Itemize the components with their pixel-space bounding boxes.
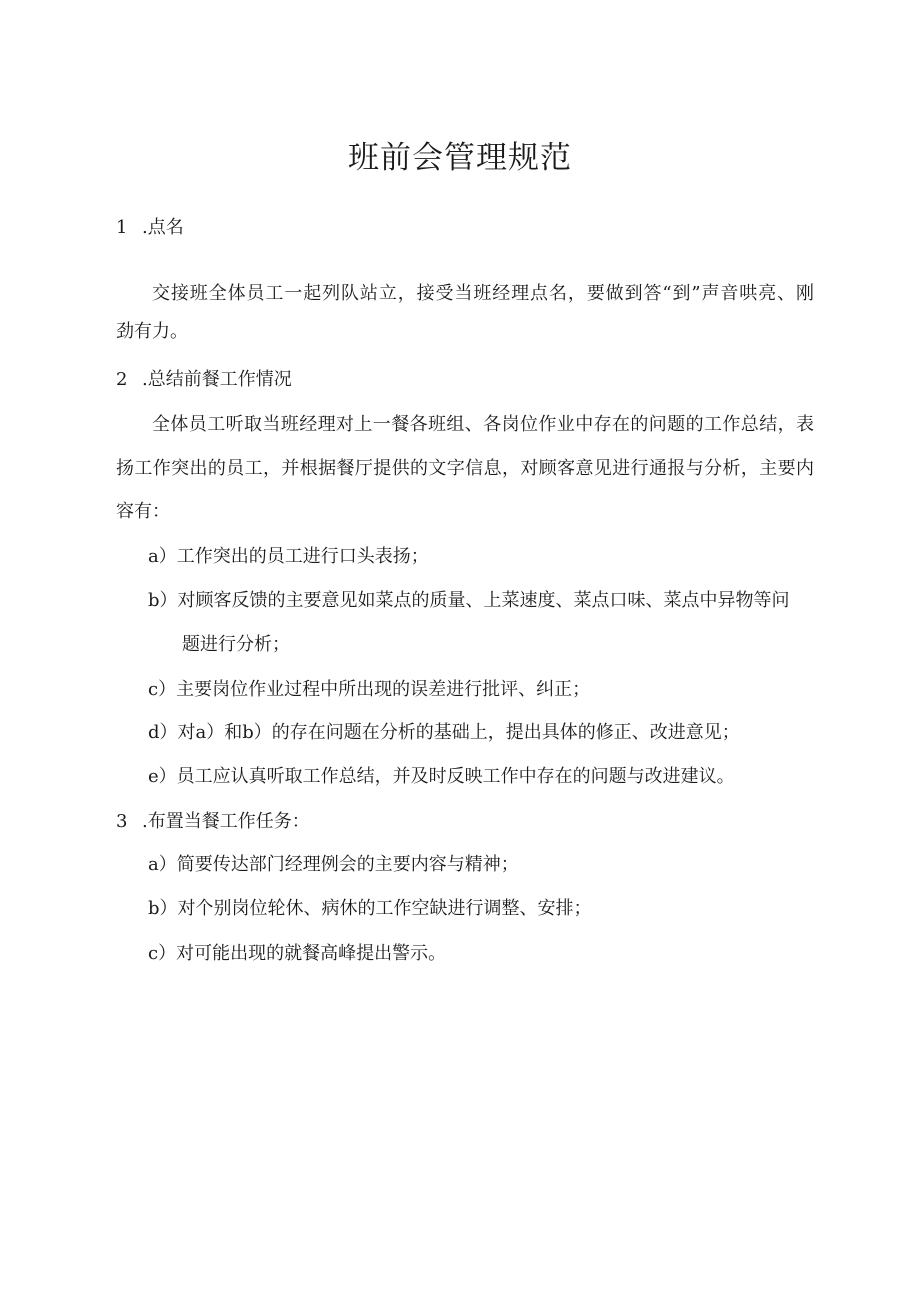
list-item-marker: c）	[148, 943, 177, 964]
list-item-text: 员工应认真听取工作总结，并及时反映工作中存在的问题与改进建议。	[176, 766, 735, 787]
section-2-paragraph-line-3: 容有：	[116, 501, 170, 522]
section-heading-text: .总结前餐工作情况	[142, 369, 292, 390]
list-item	[148, 942, 446, 966]
section-2-paragraph-line-2: 扬工作突出的员工，并根据餐厅提供的文字信息，对顾客意见进行通报与分析，主要内	[116, 458, 814, 479]
section-number: 3	[116, 811, 128, 832]
list-item-text: 工作突出的员工进行口头表扬；	[176, 546, 429, 567]
list-item-text: 对a）和b）的存在问题在分析的基础上，提出具体的修正、改进意见；	[177, 722, 740, 743]
list-item-text: 主要岗位作业过程中所出现的误差进行批评、纠正；	[176, 679, 591, 700]
list-item-marker: b）	[148, 898, 178, 919]
list-item	[148, 545, 429, 569]
section-number: 2	[116, 369, 128, 390]
list-item-marker: a）	[148, 546, 177, 567]
list-item-text: 对个别岗位轮休、病休的工作空缺进行调整、安排；	[177, 898, 592, 919]
section-heading-text: .布置当餐工作任务：	[142, 811, 310, 832]
section-1-heading	[116, 216, 184, 240]
list-item	[148, 853, 519, 877]
section-number: 1	[116, 217, 128, 238]
list-item-text: 简要传达部门经理例会的主要内容与精神；	[176, 854, 519, 875]
list-item-marker: e）	[148, 766, 177, 787]
list-item	[148, 897, 592, 921]
list-item	[148, 765, 735, 789]
section-2-heading	[116, 368, 292, 392]
list-item-continuation: 题进行分析；	[182, 634, 290, 655]
list-item-marker: d）	[148, 722, 178, 743]
section-3-heading	[116, 810, 310, 834]
list-item	[148, 589, 790, 613]
list-item-text: 对可能出现的就餐高峰提出警示。	[176, 943, 447, 964]
list-item	[148, 678, 590, 702]
section-1-paragraph-line-1: 交接班全体员工一起列队站立，接受当班经理点名，要做到答“到”声音哄亮、刚	[152, 283, 814, 304]
section-heading-text: .点名	[142, 217, 184, 238]
list-item-text: 对顾客反馈的主要意见如菜点的质量、上菜速度、菜点口味、菜点中异物等问	[177, 590, 790, 611]
section-2-paragraph-line-1: 全体员工听取当班经理对上一餐各班组、各岗位作业中存在的问题的工作总结，表	[152, 414, 814, 435]
section-1-paragraph-line-2: 劲有力。	[116, 321, 188, 342]
document-title: 班前会管理规范	[348, 140, 572, 176]
list-item-marker: a）	[148, 854, 177, 875]
list-item	[148, 721, 740, 745]
list-item-marker: b）	[148, 590, 178, 611]
list-item-marker: c）	[148, 679, 177, 700]
